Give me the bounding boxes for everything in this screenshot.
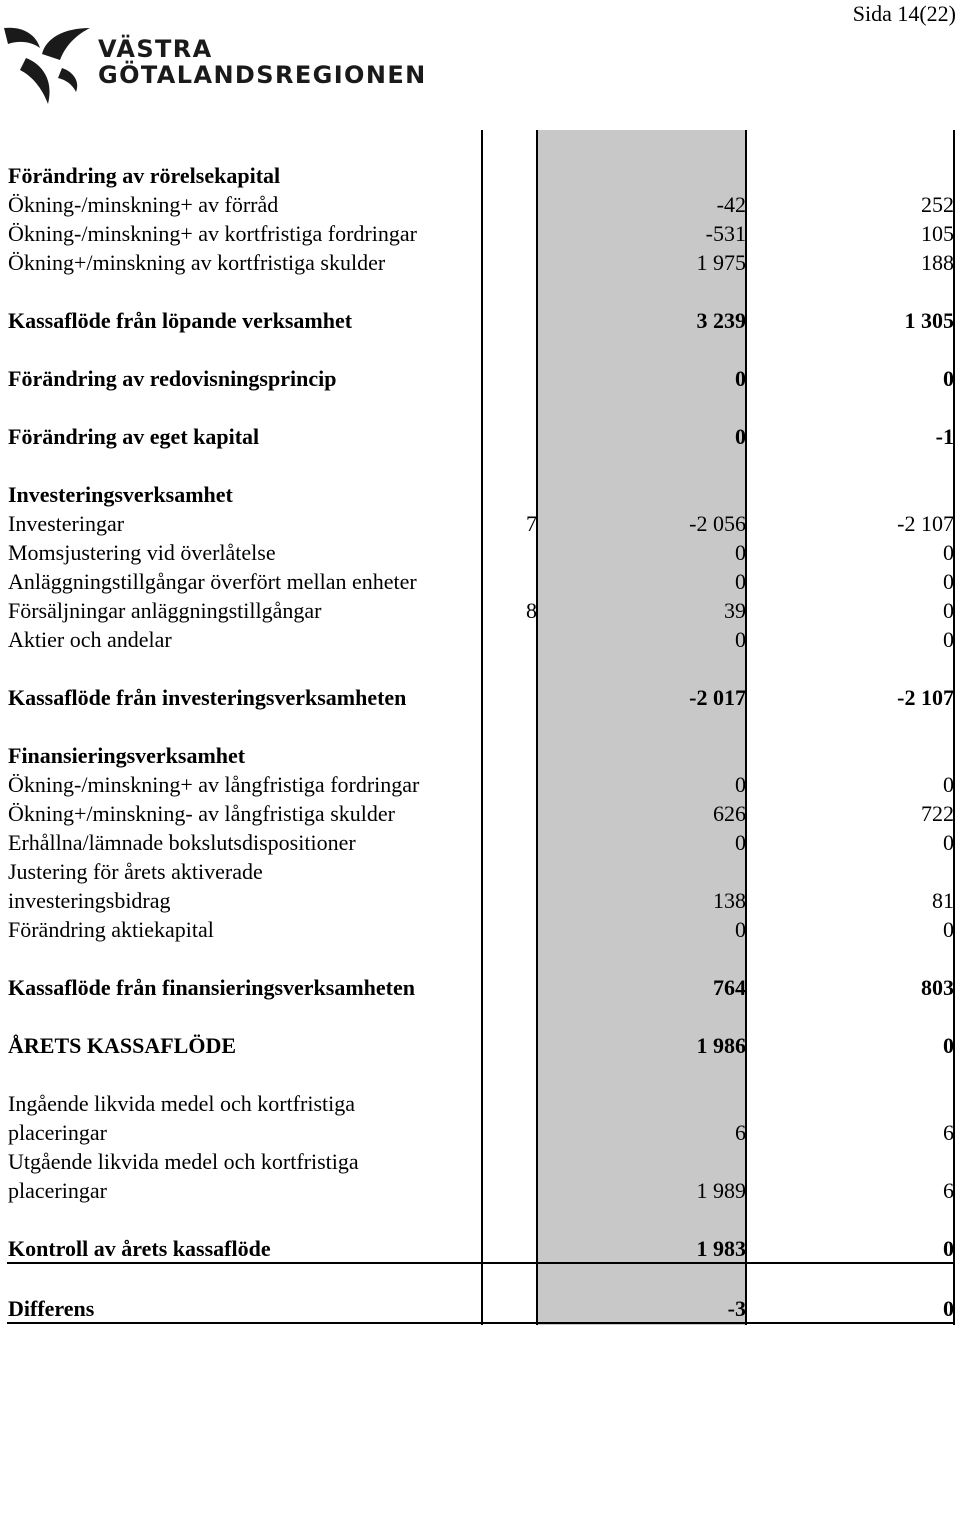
row-value-current: 0	[735, 424, 746, 449]
row-value-current: -42	[716, 192, 746, 217]
row-value-previous: 0	[943, 627, 954, 652]
row-value-previous: 1 305	[904, 308, 954, 333]
row-label: Ökning+/minskning av kortfristiga skulder	[8, 250, 386, 275]
table-row	[7, 364, 955, 393]
row-value-current: 1 975	[696, 250, 746, 275]
row-value-current: -2 056	[689, 511, 746, 536]
row-value-previous: 0	[943, 540, 954, 565]
row-label: Kontroll av årets kassaflöde	[8, 1236, 271, 1261]
table-row	[7, 973, 955, 1002]
row-label: Försäljningar anläggningstillgångar	[8, 598, 322, 623]
row-label: Förändring aktiekapital	[8, 917, 214, 942]
row-value-previous: 0	[943, 1033, 954, 1058]
row-value-previous: 0	[943, 1296, 954, 1321]
row-value-previous: 252	[921, 192, 954, 217]
table-row	[7, 741, 955, 770]
row-label: Utgående likvida medel och kortfristiga	[8, 1149, 359, 1174]
row-value-current: 626	[713, 801, 746, 826]
table-row	[7, 306, 955, 335]
logo-text-line2: GÖTALANDSREGIONEN	[98, 61, 427, 89]
table-row	[7, 1031, 955, 1060]
row-value-previous: 0	[943, 917, 954, 942]
row-label: Förändring av rörelsekapital	[8, 163, 281, 188]
row-label: Ökning+/minskning- av långfristiga skulder	[8, 801, 395, 826]
row-label: Momsjustering vid överlåtelse	[8, 540, 276, 565]
row-value-previous: 0	[943, 366, 954, 391]
row-value-current: 1 986	[696, 1033, 746, 1058]
row-label: Kassaflöde från investeringsverksamheten	[8, 685, 407, 710]
table-row	[7, 886, 955, 915]
table-row	[7, 596, 955, 625]
table-row	[7, 683, 955, 712]
table-row	[7, 1089, 955, 1118]
table-row	[7, 538, 955, 567]
row-value-current: 0	[735, 569, 746, 594]
row-value-current: 0	[735, 627, 746, 652]
region-logo	[2, 24, 427, 106]
row-label: Ökning-/minskning+ av långfristiga fordringar	[8, 772, 420, 797]
row-label: Ingående likvida medel och kortfristiga	[8, 1091, 355, 1116]
row-value-previous: 0	[943, 598, 954, 623]
row-value-previous: 0	[943, 772, 954, 797]
page-number: Sida 14(22)	[852, 1, 956, 26]
logo-text-line1: VÄSTRA	[98, 35, 213, 63]
cash-flow-table	[7, 130, 955, 1325]
row-value-previous: 81	[932, 888, 954, 913]
row-label: Aktier och andelar	[8, 627, 172, 652]
row-label: Kassaflöde från finansieringsverksamheten	[8, 975, 415, 1000]
table-row	[7, 190, 955, 219]
row-label: Kassaflöde från löpande verksamhet	[8, 308, 353, 333]
row-value-current: 39	[724, 598, 746, 623]
table-row	[7, 625, 955, 654]
row-value-current: -3	[727, 1296, 746, 1321]
row-value-previous: 803	[921, 975, 954, 1000]
table-row	[7, 799, 955, 828]
row-value-previous: 188	[921, 250, 954, 275]
row-value-previous: -2 107	[897, 511, 954, 536]
row-value-previous: 0	[943, 830, 954, 855]
table-row	[7, 567, 955, 596]
row-value-current: 3 239	[696, 308, 746, 333]
row-value-previous: 0	[943, 1236, 954, 1261]
table-row	[7, 509, 955, 538]
row-label: Ökning-/minskning+ av förråd	[8, 192, 279, 217]
row-value-current: 0	[735, 772, 746, 797]
row-label: Investeringsverksamhet	[8, 482, 233, 507]
row-label: Förändring av redovisningsprincip	[8, 366, 337, 391]
row-value-previous: -1	[935, 424, 954, 449]
row-value-previous: 0	[943, 569, 954, 594]
table-row	[7, 1294, 955, 1323]
row-value-previous: 722	[921, 801, 954, 826]
table-row	[7, 1234, 955, 1263]
row-label: Investeringar	[8, 511, 125, 536]
table-row	[7, 857, 955, 886]
row-value-current: 0	[735, 366, 746, 391]
logo-emblem-icon	[2, 24, 94, 106]
table-row	[7, 770, 955, 799]
row-label: placeringar	[8, 1178, 107, 1203]
table-row	[7, 1176, 955, 1205]
row-value-current: 0	[735, 830, 746, 855]
row-label: investeringsbidrag	[8, 888, 171, 913]
table-row	[7, 1118, 955, 1147]
row-value-previous: 6	[943, 1120, 954, 1145]
row-value-current: 0	[735, 917, 746, 942]
row-value-current: 0	[735, 540, 746, 565]
table-row	[7, 915, 955, 944]
row-value-current: 1 989	[696, 1178, 746, 1203]
row-note: 7	[526, 511, 537, 536]
table-row	[7, 480, 955, 509]
row-value-current: -531	[705, 221, 746, 246]
row-value-current: 6	[735, 1120, 746, 1145]
row-value-current: 764	[713, 975, 746, 1000]
row-value-current: 138	[713, 888, 746, 913]
row-label: Förändring av eget kapital	[8, 424, 260, 449]
row-label: placeringar	[8, 1120, 107, 1145]
table-row	[7, 219, 955, 248]
table-row	[7, 248, 955, 277]
row-label: Justering för årets aktiverade	[8, 859, 263, 884]
row-value-previous: 105	[921, 221, 954, 246]
row-label: ÅRETS KASSAFLÖDE	[8, 1033, 237, 1058]
table-row	[7, 828, 955, 857]
row-note: 8	[526, 598, 537, 623]
row-label: Finansieringsverksamhet	[8, 743, 246, 768]
row-label: Ökning-/minskning+ av kortfristiga fordringar	[8, 221, 417, 246]
row-label: Differens	[8, 1296, 95, 1321]
row-value-previous: 6	[943, 1178, 954, 1203]
row-label: Anläggningstillgångar överfört mellan enheter	[8, 569, 417, 594]
row-label: Erhållna/lämnade bokslutsdispositioner	[8, 830, 356, 855]
row-value-current: -2 017	[689, 685, 746, 710]
table-row	[7, 422, 955, 451]
table-row	[7, 161, 955, 190]
row-value-current: 1 983	[696, 1236, 746, 1261]
row-value-previous: -2 107	[897, 685, 954, 710]
table-row	[7, 1147, 955, 1176]
